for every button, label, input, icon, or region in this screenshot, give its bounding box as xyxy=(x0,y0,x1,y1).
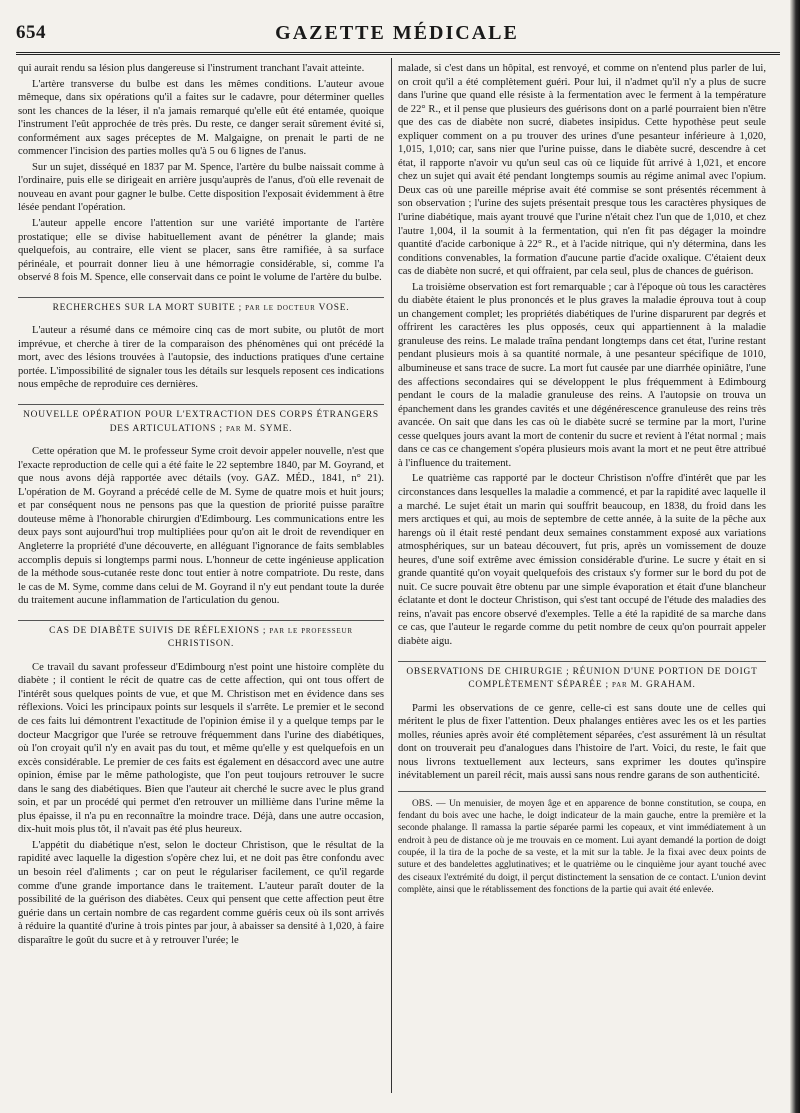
right-column xyxy=(398,62,766,1101)
paragraph: qui aurait rendu sa lésion plus dangereuse si l'instrument tranchant l'avait atteinte. xyxy=(18,63,365,74)
column-divider xyxy=(391,58,392,1093)
scan-edge-shadow xyxy=(790,0,800,1113)
paragraph: Le quatrième cas rapporté par le docteur Christison n'offre d'intérêt que par les circonstances dans lesquelles la maladie a commencé, et par la rapidité avec laquelle il a marché. Le sujet était un marin qui souffrit beaucoup, en 1838, du froid dans les mers arctiques et qui, au mois de septembre de cette année, à la suite de la pêche aux harengs où il était resté pendant deux semaines constamment exposé aux variations atmosphériques, sur un bateau découvert, fut pris, après un vomissement de douze heures, d'une soif extrême avec émission considérable d'urine. Le sucre y était en si grande quantité qu'on voyait quelquefois des cristaux s'y former sur le bord du pot de nuit. Ce sucre pouvait être obtenu par une simple évaporation et était d'une blancheur éclatante et dont le docteur Christison, qui s'est tant occupé de l'étude des maladies des reins, n'avait pas encore observé d'exemples. Telle a été la rapidité de sa marche dans ce cas, que l'auteur le regarde comme du petit nombre de ceux qu'on pourrait appeler diabète aigu. xyxy=(398,473,766,647)
section-heading: RECHERCHES SUR LA MORT SUBITE ; par le docteur VOSE. xyxy=(18,297,384,316)
paragraph: Cette opération que M. le professeur Syme croit devoir appeler nouvelle, n'est que l'exacte reproduction de celle qui a été faite le 22 septembre 1840, par M. Goyrand, et que nous avons déjà rapportée avec détails (voy. GAZ. MÉD., 1841, n° 21). L'opération de M. Goyrand a précédé celle de M. Syme de quatre mois et huit jours; et par conséquent nous ne pensons pas que la question de priorité puisse paraître douteuse même à l'honorable chirurgien d'Edimbourg. Les communications entre les deux pays sont aujourd'hui trop multipliées pour qu'on ait le droit de revendiquer en Angleterre la propriété d'une découverte, en alléguant l'ignorance de faits semblables accomplis depuis si longtemps parmi nous. L'honneur de cette ingénieuse application de la méthode sous-cutanée reste donc tout entier à notre compatriote. Du reste, dans le cas de M. Syme, comme dans celui de M. Goyrand il n'y eut pendant toute la durée du traitement aucune inflammation de l'articulation du genou. xyxy=(18,446,384,607)
paragraph: Sur un sujet, disséqué en 1837 par M. Spence, l'artère du bulbe naissait comme à l'ordinaire, puis elle se dirigeait en arrière jusqu'auprès de l'anus, d'où elle revenait de nouveau en avant pour gagner le bulbe. Cette disposition l'exposait évidemment à être lésée pendant l'opération. xyxy=(18,161,384,214)
paragraph: Parmi les observations de ce genre, celle-ci est sans doute une de celles qui méritent le plus de fixer l'attention. Deux phalanges entières avec les os et les parties molles, réunies après avoir été complètement séparées, c'est assurément là un résultat dont on trouverait peu d'analogues dans l'histoire de l'art. Voici, du reste, le fait que nous livrons textuellement aux lecteurs, sans exprimer les doutes qu'inspire inévitablement un pareil récit, mais aussi sans nous rendre garans de son authenticité. xyxy=(398,702,766,782)
paragraph: La troisième observation est fort remarquable ; car à l'époque où tous les caractères du diabète étaient le plus prononcés et le plus graves la maladie éprouva tout à coup un changement complet; les propriétés diabétiques de l'urine disparurent par degrés et offrirent les caractères les plus opposés, ceux qui appartiennent à la maladie granuleuse des reins. Le malade traîna pendant longtemps dans cet état, l'urine restant pendant plusieurs mois à sa quantité normale, à une pesanteur spécifique de 1010, albumineuse et sans trace de sucre. La mort fut causée par une diarrhée opiniâtre, l'une des affections secondaires qui se développent le plus fréquemment à Edimbourg pendant le cours de la maladie granuleuse des reins. A l'autopsie on trouva un épanchement dans les grandes cavités et une dégénérescence granuleuse des reins très avancée. On sait que dans les cas où le diabète sucré se termine par la mort, l'urine cesse quelques jours avant la mort de contenir du sucre et revient à l'état normal ; mais dans ce cas ce changement s'opéra plusieurs mois avant la mort et ne peut être attribué à l'influence du traitement. xyxy=(398,281,766,469)
paragraph: L'auteur appelle encore l'attention sur une variété importante de l'artère prostatique; elle se divise habituellement avant de pénétrer la glande; mais quelquefois, au contraire, elle vient se placer, sans être ramifiée, à sa surface périnéale, et pourrait donner lieu à une hémorragie considérable, si, comme l'a observé 8 fois M. Spence, elle conservait dans ce point le volume de l'artère du bulbe. xyxy=(18,218,384,284)
page-number: 654 xyxy=(16,22,46,43)
page-header xyxy=(16,22,778,48)
section-heading: NOUVELLE OPÉRATION POUR L'EXTRACTION DES CORPS ÉTRANGERS DES ARTICULATIONS ; par M. SYME. xyxy=(18,404,384,436)
section-heading: CAS DE DIABÈTE SUIVIS DE RÉFLEXIONS ; par le professeur CHRISTISON. xyxy=(18,620,384,652)
section-heading: OBSERVATIONS DE CHIRURGIE ; RÉUNION D'UNE PORTION DE DOIGT COMPLÈTEMENT SÉPARÉE ; par M. GRAHAM. xyxy=(398,661,766,693)
left-column xyxy=(18,62,384,1101)
paragraph: L'artère transverse du bulbe est dans les mêmes conditions. L'auteur avoue mêmeque, dans six opérations qu'il a faites sur le cadavre, pour déterminer quelles sont les chances de la léser, il n'a jamais remarqué qu'elle eût été entamée, quoique l'instrument l'eût approchée de très près. Du reste, ce danger serait sûrement évité si, conformément aux sages préceptes de M. Malgaigne, on prenait le parti de ne commencer l'incision des parties molles qu'à 5 ou 6 lignes de l'anus. xyxy=(18,78,384,158)
header-rule xyxy=(16,52,780,55)
paragraph: L'auteur a résumé dans ce mémoire cinq cas de mort subite, ou plutôt de mort imprévue, et cherche à tirer de la comparaison des phénomènes qui ont précédé la mort, avec des lésions trouvées à l'autopsie, des inductions pratiques d'une certaine portée. L'impossibilité de signaler tous les détails sur lesquels reposent ces indications nous empêche de reproduire ces dernières. xyxy=(18,325,384,391)
paragraph: L'appétit du diabétique n'est, selon le docteur Christison, que le résultat de la rapidité avec laquelle la digestion s'opère chez lui, et ne doit pas être confondu avec un besoin réel d'aliments ; car on peut le régulariser facilement, ce qu'il regarde comme d'une grande importance dans le traitement. L'auteur paraît douter de la possibilité de la guérison des diabètes. Ceux qui pensent que cette affection peut être guérie dans un certain nombre de cas regardent comme guéris ceux où ils sont arrivés à réduire la quantité d'urine à trois pintes par jour, à abaisser sa densité à 1,020, à faire disparaître le goût du sucre et à y retrouver l'urée; le xyxy=(18,839,384,946)
paragraph: Ce travail du savant professeur d'Edimbourg n'est point une histoire complète du diabète ; il contient le récit de quatre cas de cette affection, qui ont tous offert de l'intérêt sous quelques points de vue, et que M. Christison met en évidence dans ses réflexions. Voici les principaux points sur lesquels il s'arrête. Le premier et le second de ces faits lui démontrent l'exactitude de l'opinion émise il y a quelque temps par le docteur Macgrigor que l'urée se retrouve fréquemment dans l'urine des diabétiques, où l'on croyait qu'il n'y en avait pas du tout, et même qu'elle y est quelquefois en un excès considérable. Le premier de ces faits est également en désaccord avec une autre opinion, émise par le même pathologiste, que l'on peut toujours retrouver le sucre dans le sang des diabétiques. Bien que l'auteur ait cherché le sucre avec le plus grand soin, et par un procédé qui permet d'en retrouver un millième dans l'urine même la plus épaisse, il n'a pu en reconnaître la moindre trace. Déjà, dans une autre occasion, dix-huit mois plus tôt, il n'avait pas été plus heureux. xyxy=(18,661,384,836)
journal-title: GAZETTE MÉDICALE xyxy=(275,22,519,44)
paragraph: malade, si c'est dans un hôpital, est renvoyé, et comme on n'entend plus parler de lui, on croit qu'il a été complètement guéri. Pour lui, il n'admet qu'il n'y a plus de sucre dans l'urine que quand elle résiste à la fermentation avec le ferment à la température de 22° R., et il pense que plusieurs des guérisons dont on a parlé pourraient bien n'être que des cas de diabète non sucré, diabetes insipidus. Cette hypothèse peut seule expliquer comment on a pu trouver des urines d'une pesanteur inférieure à 1,020, 1,015, 1,010; car, sans nier que l'urine puisse, dans le diabète sucré, descendre à cet état, il rapporte n'avoir vu qu'un seul cas où ce liquide fût arrivé à 1,021, et encore chez un sujet qui avait été pendant longtemps soumis au régime animal avec l'opium. Deux cas où une pareille méprise avait été commise se sont présentés récemment à son observation ; l'urine des sujets présentait presque tous les caractères physiques de l'urine diabétique, mais ayant trouvé que l'urine n'était chez l'un que de 1,010, et chez l'autre 1,004, il la soumit à la fermentation, qui n'en fit pas dégager la moindre quantité d'acide carbonique à 22° R., et à l'acide nitrique, qui n'y détermina, dans les conditions convenables, la formation d'aucune partie d'acide oxalique. C'étaient deux cas de diabète non sucré, et qui offraient, par cela seul, plus de chances de guérison. xyxy=(398,63,766,278)
section-separator xyxy=(398,791,766,792)
observation-paragraph: OBS. — Un menuisier, de moyen âge et en apparence de bonne constitution, se coupa, en fendant du bois avec une hache, le doigt indicateur de la main gauche, entre la première et la seconde phalange. Il ramassa la partie séparée parmi les copeaux, et vint immédiatement à un endroit à peu de distance où je me trouvais en ce moment. Lui ayant demandé la portion de doigt coupée, il la tira de la poche de sa veste, et la mit sur la table. Je la fixai avec deux points de suture et des bandelettes agglutinatives; et le quatrième ou le cinquième jour ayant touché avec des ciseaux l'extrémité du doigt, il perçut distinctement la sensation de ce contact. L'union devint complète, ainsi que le rétablissement des fonctions de la partie qui avait été enlevée. xyxy=(398,798,766,895)
